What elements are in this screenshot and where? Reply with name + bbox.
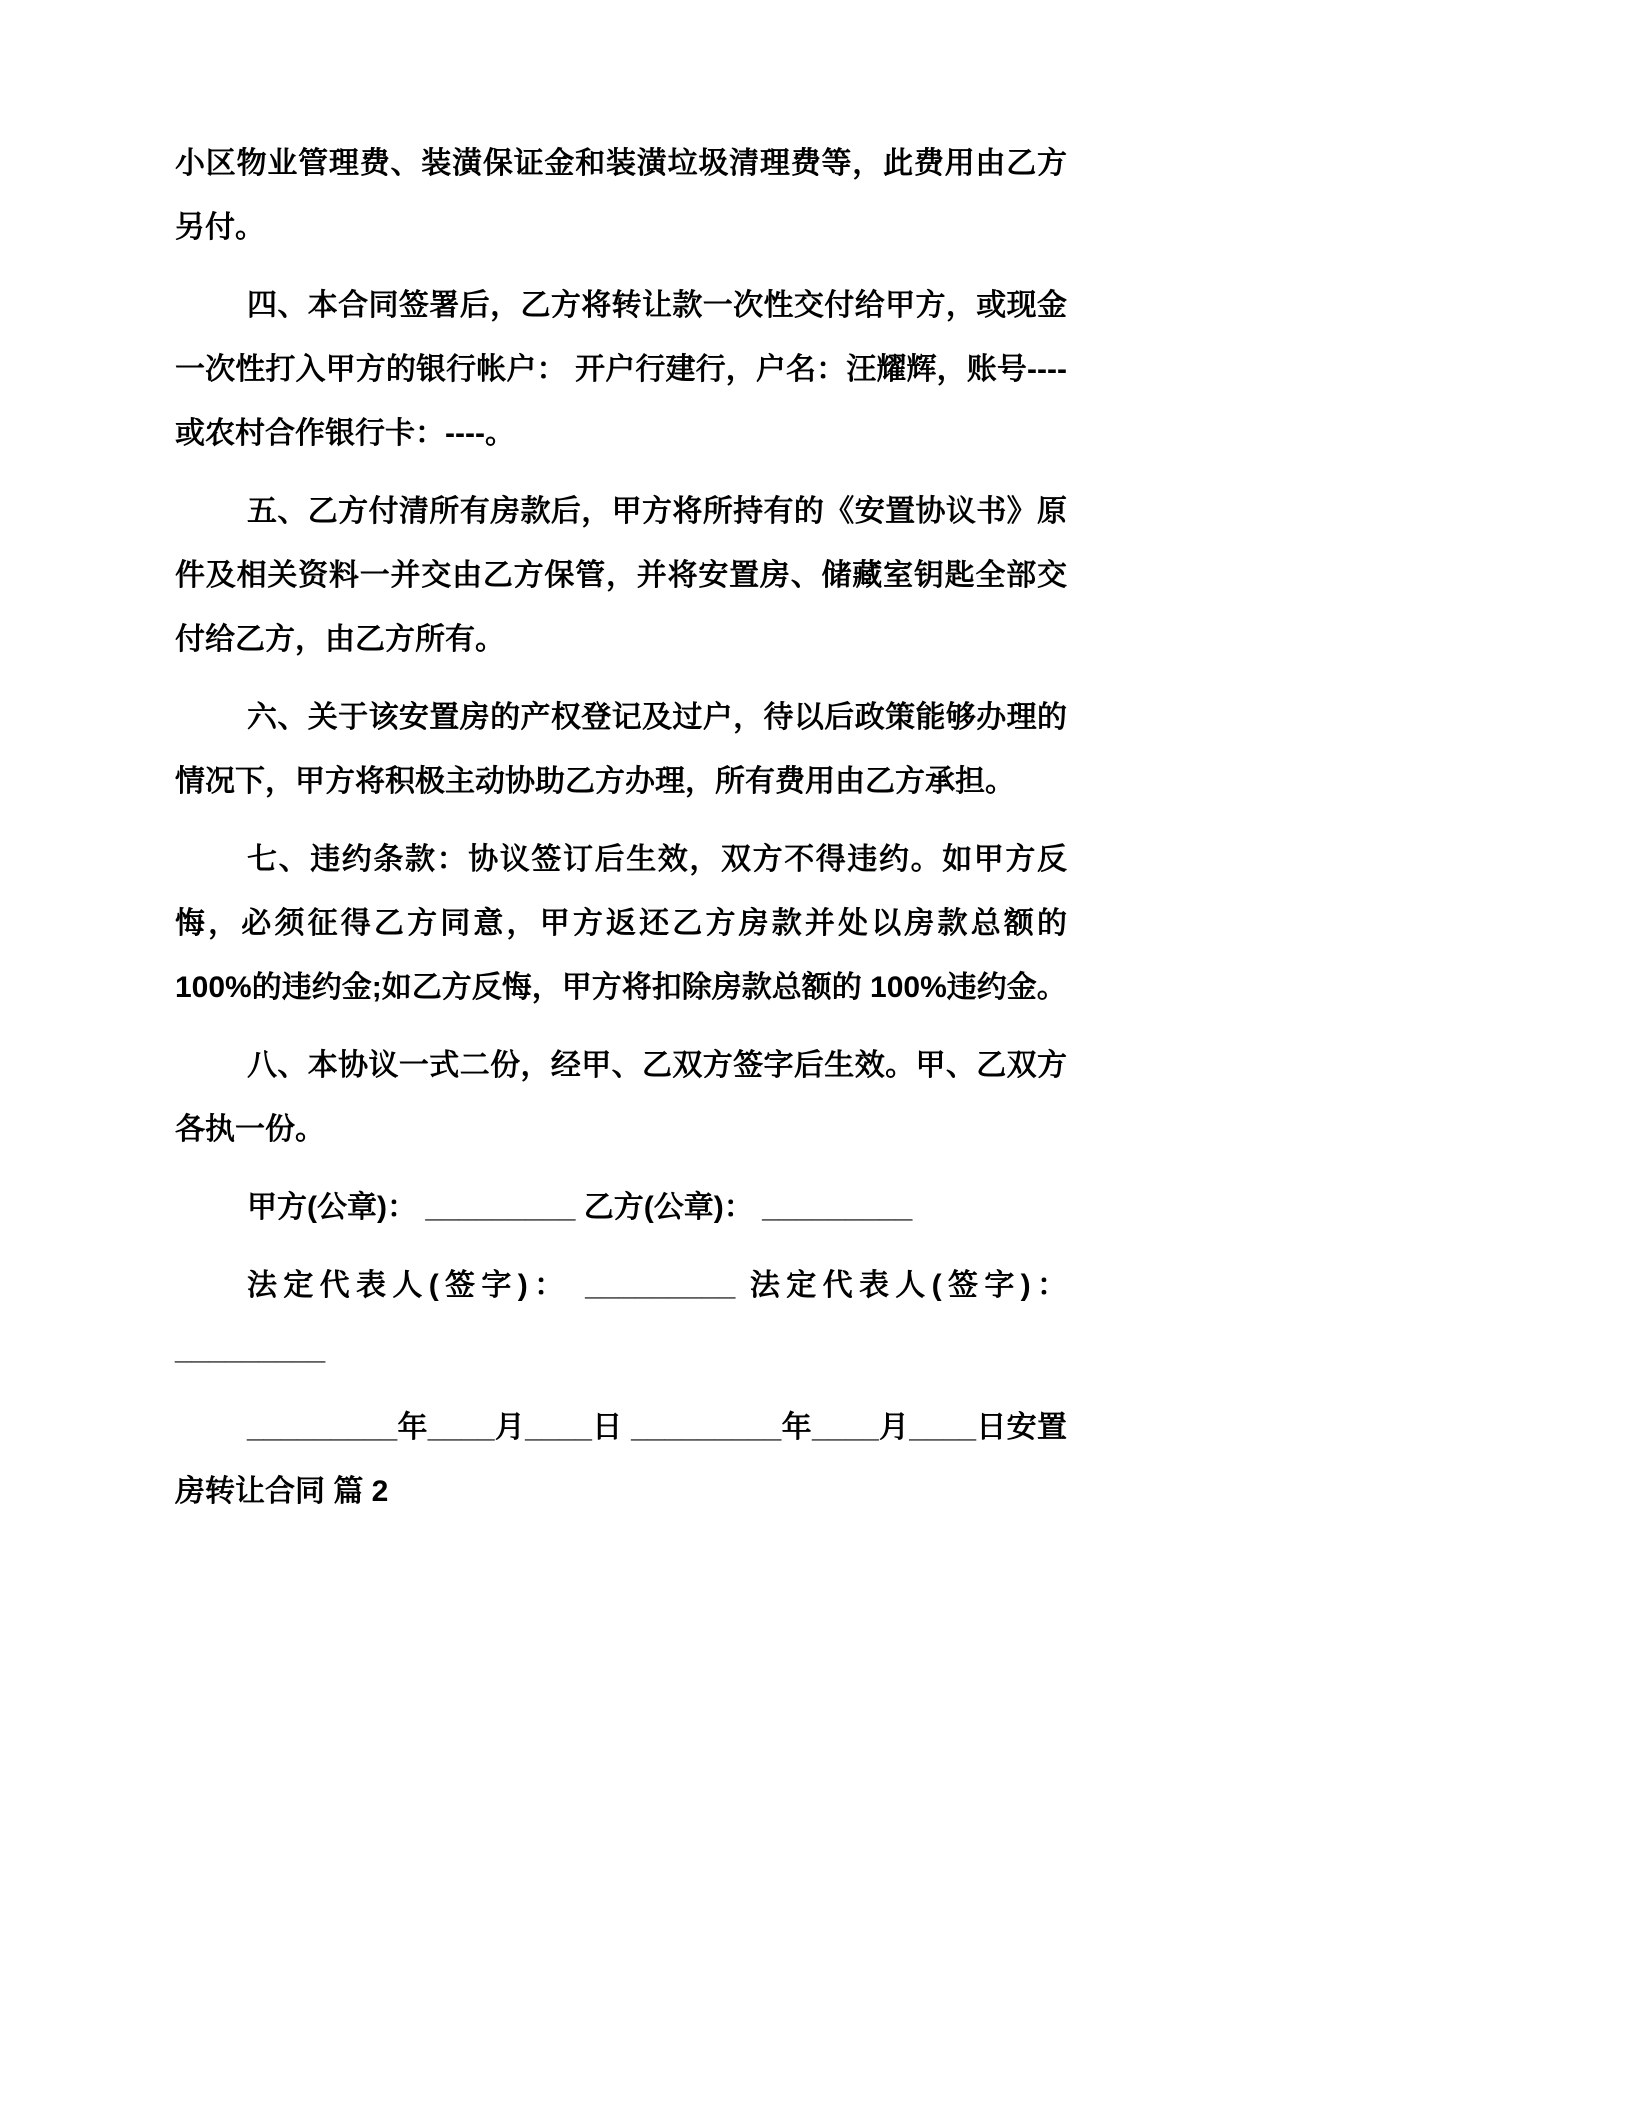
signature-line-party-seals: 甲方(公章)： _________ 乙方(公章)： _________ (247, 1191, 913, 1224)
paragraph-clause-6-registration: 六、关于该安置房的产权登记及过户，待以后政策能够办理的情况下，甲方将积极主动协助乙方办理，所有费用由乙方承担。 (175, 701, 1067, 798)
paragraph-clause-5-documents-keys: 五、乙方付清所有房款后，甲方将所持有的《安置协议书》原件及相关资料一并交由乙方保管，并将安置房、储藏室钥匙全部交付给乙方，由乙方所有。 (175, 495, 1067, 656)
signature-line-dates-and-next-title: _________年____月____日 _________年____月____日安置房转让合同 篇 2 (175, 1411, 1067, 1508)
paragraph-overflow-fees: 小区物业管理费、装潢保证金和装潢垃圾清理费等，此费用由乙方另付。 (175, 147, 1067, 244)
paragraph-clause-7-breach: 七、违约条款：协议签订后生效，双方不得违约。如甲方反悔，必须征得乙方同意，甲方返还乙方房款并处以房款总额的 100%的违约金;如乙方反悔，甲方将扣除房款总额的 100%违约金。 (175, 843, 1067, 1004)
paragraph-clause-4-payment: 四、本合同签署后，乙方将转让款一次性交付给甲方，或现金一次性打入甲方的银行帐户： 开户行建行，户名：汪耀辉，账号----或农村合作银行卡：----。 (175, 289, 1067, 450)
paragraph-clause-8-copies: 八、本协议一式二份，经甲、乙双方签字后生效。甲、乙双方各执一份。 (175, 1049, 1067, 1146)
signature-line-legal-representatives: 法定代表人(签字)： _________ 法定代表人(签字)： _________ (175, 1269, 1067, 1366)
